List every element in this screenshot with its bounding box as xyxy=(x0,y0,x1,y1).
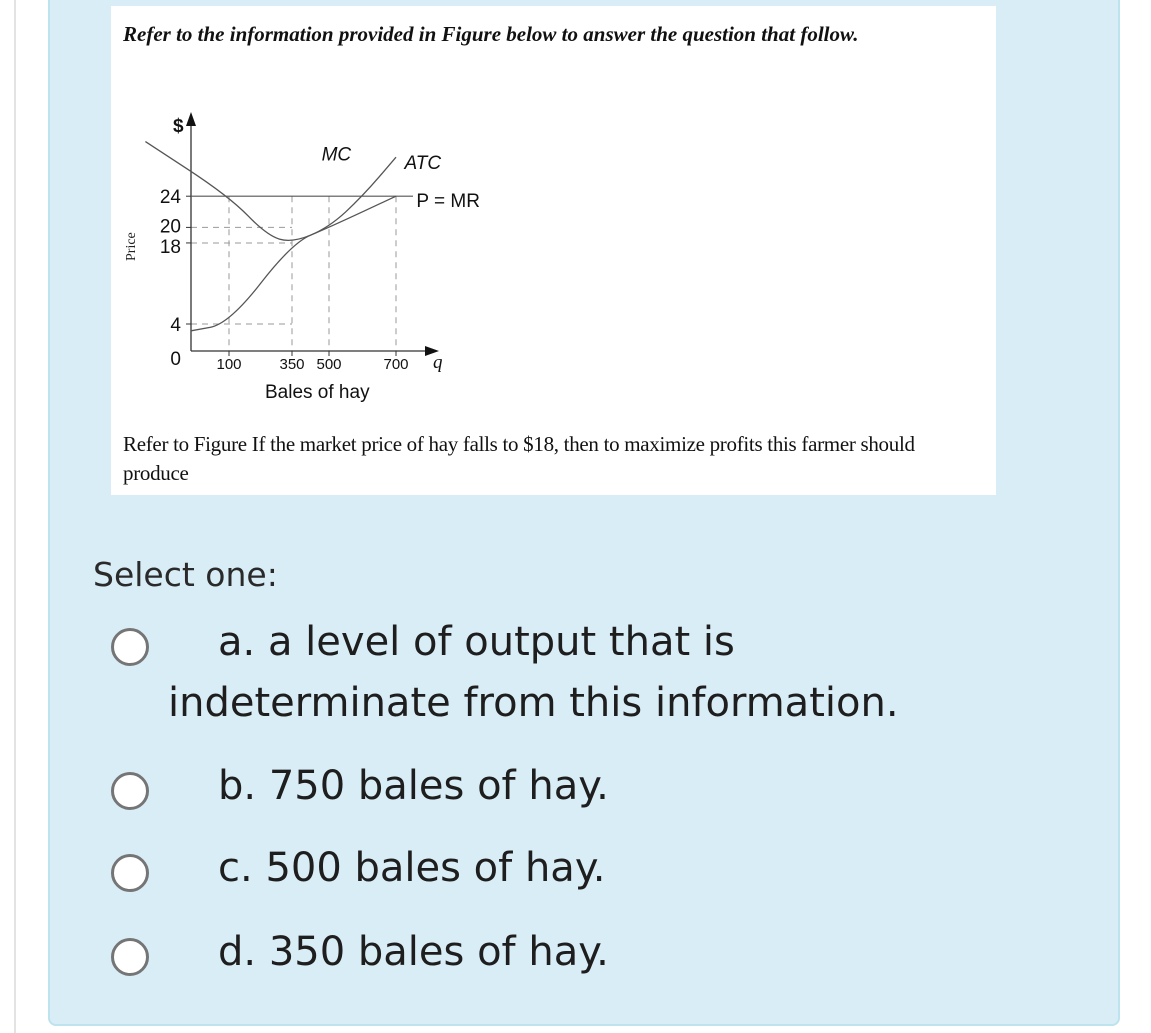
y-tick-label-18: 18 xyxy=(159,236,181,258)
y-tick-label-24: 24 xyxy=(159,187,181,209)
option-a-letter: a. xyxy=(218,619,256,665)
option-b-letter: b. xyxy=(218,763,257,809)
ticks xyxy=(160,187,409,373)
mc-curve xyxy=(191,157,396,331)
y-tick-label-0: 0 xyxy=(170,349,181,370)
radio-option-a[interactable] xyxy=(111,628,149,666)
series-label-pmr: P = MR xyxy=(416,191,480,213)
option-b-text[interactable] xyxy=(218,756,609,817)
option-d-letter: d. xyxy=(218,929,257,975)
option-a[interactable] xyxy=(0,612,1151,742)
x-symbol-label: q xyxy=(433,352,443,373)
x-tick-label-100: 100 xyxy=(216,356,242,373)
x-tick-label-700: 700 xyxy=(383,356,409,373)
option-a-text[interactable] xyxy=(218,612,735,673)
y-tick-label-20: 20 xyxy=(159,216,181,238)
y-axis-title: Price xyxy=(124,232,139,261)
y-axis-arrow xyxy=(186,112,196,126)
option-d-text[interactable] xyxy=(218,922,609,983)
radio-option-d[interactable] xyxy=(111,938,149,976)
figure-panel xyxy=(111,6,996,495)
x-axis-title: Bales of hay xyxy=(265,382,370,403)
option-b[interactable] xyxy=(0,756,1151,818)
question-prompt: Refer to Figure If the market price of hay falls to $18, then to maximize profits this farmer should produce xyxy=(123,432,915,485)
cost-curves-chart xyxy=(111,6,996,426)
option-c-letter: c. xyxy=(218,845,253,891)
x-tick-label-350: 350 xyxy=(279,356,305,373)
series-label-mc: MC xyxy=(321,144,352,166)
option-b-label: 750 bales of hay. xyxy=(268,763,609,809)
select-one-label: Select one: xyxy=(93,555,278,594)
option-a-text-continued[interactable]: indeterminate from this information. xyxy=(168,680,899,726)
radio-option-b[interactable] xyxy=(111,772,149,810)
atc-curve xyxy=(145,142,396,241)
x-tick-label-500: 500 xyxy=(316,356,342,373)
option-c-label: 500 bales of hay. xyxy=(265,845,606,891)
y-unit-label: $ xyxy=(173,116,184,137)
option-a-label: a level of output that is xyxy=(267,619,735,665)
option-d-label: 350 bales of hay. xyxy=(268,929,609,975)
option-c-text[interactable] xyxy=(218,838,606,899)
y-tick-label-4: 4 xyxy=(170,315,181,336)
guide-lines xyxy=(191,196,396,351)
option-c[interactable] xyxy=(0,838,1151,900)
question-intro: Refer to the information provided in Figure below to answer the question that follow. xyxy=(123,22,859,46)
radio-option-c[interactable] xyxy=(111,854,149,892)
series-label-atc: ATC xyxy=(404,152,442,174)
option-d[interactable] xyxy=(0,922,1151,984)
curves xyxy=(145,142,480,331)
